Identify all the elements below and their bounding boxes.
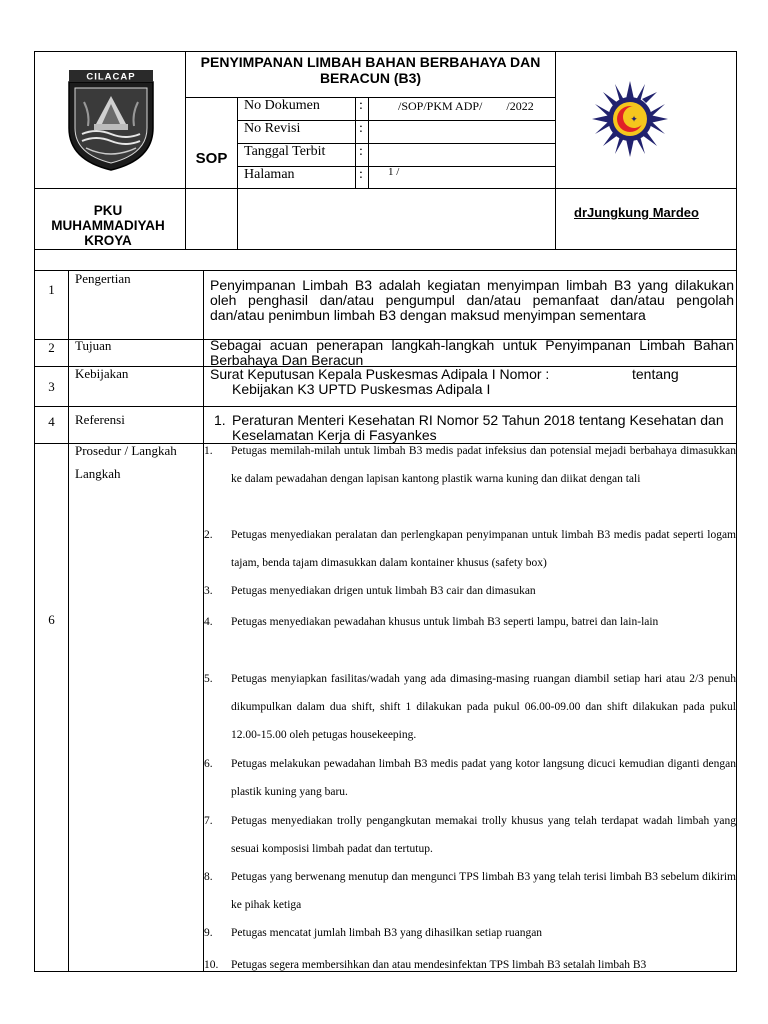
procedure-step-number: 9. — [204, 927, 213, 939]
row-label-pengertian: Pengertian — [75, 271, 131, 286]
row-text-kebijakan-line2: Kebijakan K3 UPTD Puskesmas Adipala I — [232, 381, 491, 397]
meta-halaman-label: Halaman — [244, 167, 295, 182]
procedure-step-6 — [204, 750, 736, 806]
procedure-step-number: 1. — [204, 445, 213, 457]
row-text-referensi: Peraturan Menteri Kesehatan RI Nomor 52 Tahun 2018 tentang Kesehatan dan Keselamatan Kerja di Fasyankes — [232, 412, 724, 443]
procedure-step-number: 7. — [204, 815, 213, 827]
row-label-prosedur-line1: Prosedur / Langkah — [75, 443, 177, 458]
row-label-tujuan: Tujuan — [75, 338, 112, 353]
row-number-6: 6 — [48, 612, 55, 627]
meta-tanggal-terbit-label: Tanggal Terbit — [244, 144, 326, 159]
meta-no-dokumen-sep: : — [359, 98, 363, 113]
svg-text:✦: ✦ — [630, 115, 638, 125]
row-text-kebijakan-tentang: tentang — [632, 366, 679, 382]
procedure-step-10 — [204, 951, 736, 979]
row-text-pengertian: Penyimpanan Limbah B3 adalah kegiatan menyimpan limbah B3 yang dilakukan oleh penghasil dan/atau pengumpul dan/atau pemanfaat dan/atau pengolah dan/atau penimbun limbah B3 dengan maksud menyimpan sementara — [210, 277, 734, 323]
procedure-step-text: Petugas menyediakan drigen untuk limbah B3 cair dan dimasukan — [231, 585, 536, 597]
procedure-step-text: Petugas yang berwenang menutup dan mengunci TPS limbah B3 yang telah terisi limbah B3 sebelum dikirim ke pihak ketiga — [231, 871, 736, 911]
meta-no-dokumen-label: No Dokumen — [244, 98, 320, 113]
meta-no-dokumen-value: /SOP/PKM ADP/ /2022 — [398, 99, 534, 113]
procedure-step-number: 8. — [204, 871, 213, 883]
row-number-2: 2 — [48, 340, 55, 355]
procedure-step-text: Petugas mencatat jumlah limbah B3 yang dihasilkan setiap ruangan — [231, 927, 543, 939]
procedure-step-number: 10. — [204, 959, 219, 971]
meta-no-revisi-label: No Revisi — [244, 121, 301, 136]
procedure-step-text: Petugas menyiapkan fasilitas/wadah yang ada dimasing-masing ruangan diambil setiap hari atau 2/3 penuh dikumpulkan dalam dua shift, shift 1 dilakukan pada pukul 06.00-09.00 dan shift dilakukan pada pukul 12.00-15.00 oleh petugas housekeeping. — [231, 673, 736, 741]
muhammadiyah-logo — [592, 81, 668, 157]
organization-name: PKU MUHAMMADIYAH KROYA — [51, 203, 165, 248]
row-text-tujuan: Sebagai acuan penerapan langkah-langkah untuk Penyimpanan Limbah Bahan Berbahaya Dan Beracun — [210, 337, 734, 368]
procedure-step-9 — [204, 919, 736, 947]
row-number-3: 3 — [48, 379, 55, 394]
meta-halaman-value: 1 / — [388, 166, 400, 178]
svg-text:CILACAP: CILACAP — [86, 71, 136, 83]
procedure-step-2 — [204, 521, 736, 577]
procedure-step-number: 6. — [204, 758, 213, 770]
row-text-kebijakan-line1: Surat Keputusan Kepala Puskesmas Adipala I Nomor : — [210, 366, 550, 382]
row-label-prosedur-line2: Langkah — [75, 466, 121, 481]
procedure-step-number: 4. — [204, 616, 213, 628]
cilacap-logo — [66, 68, 156, 172]
procedure-step-text: Petugas menyediakan peralatan dan perlengkapan penyimpanan untuk limbah B3 medis padat seperti logam tajam, benda tajam dimasukkan dalam kontainer khusus (safety box) — [231, 529, 736, 569]
signatory-name: drJungkung Mardeo — [574, 205, 699, 220]
meta-halaman-sep: : — [359, 167, 363, 182]
procedure-step-text: Petugas menyediakan trolly pengangkutan memakai trolly khusus yang telah terdapat wadah limbah yang sesuai komposisi limbah padat dan tertutup. — [231, 815, 736, 855]
procedure-step-number: 2. — [204, 529, 213, 541]
procedure-step-7 — [204, 807, 736, 863]
row-number-4: 4 — [48, 414, 55, 429]
procedure-step-4 — [204, 608, 736, 636]
procedure-step-text: Petugas memilah-milah untuk limbah B3 medis padat infeksius dan potensial mejadi berbahaya dimasukkan ke dalam pewadahan dengan lapisan kantong plastik warna kuning dan diikat dengan tali — [231, 445, 736, 485]
meta-tanggal-terbit-sep: : — [359, 144, 363, 159]
row-label-kebijakan: Kebijakan — [75, 366, 129, 381]
procedure-step-number: 3. — [204, 585, 213, 597]
procedure-step-5 — [204, 665, 736, 749]
procedure-step-3 — [204, 577, 736, 605]
procedure-step-text: Petugas menyediakan pewadahan khusus untuk limbah B3 seperti lampu, batrei dan lain-lain — [231, 616, 659, 628]
row-referensi-item-number: 1. — [214, 412, 226, 428]
meta-no-revisi-sep: : — [359, 121, 363, 136]
procedure-step-number: 5. — [204, 673, 213, 685]
document-title: PENYIMPANAN LIMBAH BAHAN BERBAHAYA DAN BERACUN (B3) — [200, 54, 541, 86]
row-number-1: 1 — [48, 282, 55, 297]
procedure-step-1 — [204, 437, 736, 493]
procedure-step-text: Petugas melakukan pewadahan limbah B3 medis padat yang kotor langsung dicuci kemudian diganti dengan plastik kuning yang baru. — [231, 758, 736, 798]
procedure-step-text: Petugas segera membersihkan dan atau mendesinfektan TPS limbah B3 setalah limbah B3 — [231, 959, 647, 971]
procedure-step-8 — [204, 863, 736, 919]
row-label-referensi: Referensi — [75, 412, 125, 427]
sop-label: SOP — [195, 150, 228, 167]
